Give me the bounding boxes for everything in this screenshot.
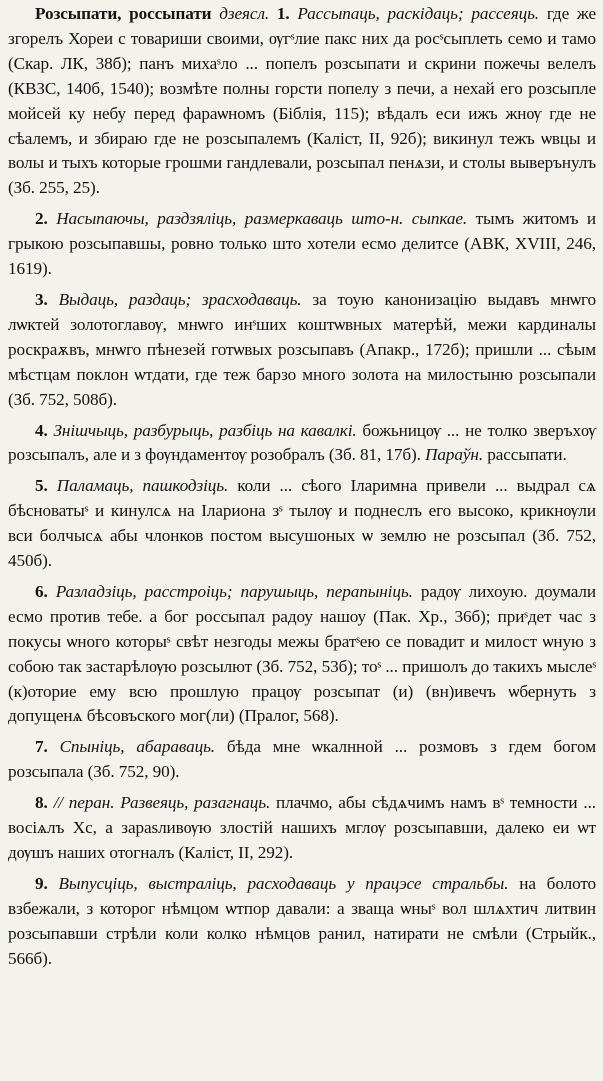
sense-text: божьницѹ ... не толко зверъхѹ розсыпалъ, але и з фѹндаментѹ розобралъ (Зб. 81, 17б).: [8, 420, 596, 465]
sense-text: коли ... сѣого Іларимна привели ... выдрал сѧ бѣсноватыˢ и кинулсѧ на Іларионa зˢ тылѹ и поднеслъ его высоко, крикнѹли вси бoлчысѧ абы члонков постом высушоных ѡ землю не розсыпал (Зб. 752, 450б).: [8, 476, 596, 571]
sense-gloss: Разладзіць, расстроіць; парушыць, перапыніць.: [55, 581, 413, 601]
sense-gloss: Насыпаючы, раздзяліць, размеркаваць што-н. сыпкае.: [56, 209, 468, 229]
sense-gloss: Рассыпаць, раскідаць; рассеяць.: [297, 4, 539, 23]
sense-text: на болото взбежали, з которог нѣмцом ѡтпор давали: а зваща ѡныˢ вол шлѧхтич литвин розсыпавши стрѣли коли колко нѣмцов ранил, натирати не смѣли (Стрыйк., 566б).: [8, 873, 597, 968]
sense-text: бѣда мне ѡкалнной ... розмовъ з гдем богом розсыпала (Зб. 752, 90).: [8, 737, 596, 782]
sense-text: тымъ житомъ и грыкою розсыпавшы, ровно только што хотели есмо делитсе (АВК, XVIII, 246, 1619).: [8, 209, 597, 279]
cross-reference: рассыпати.: [487, 445, 567, 465]
sense-text: плачмо, абы сѣдѧчимъ намъ вˢ темности ... восіѧлъ Хс, а зараѕливѹю злостій нашихъ мглѹ розсыпавши, далеко еи ѡт дѹшъ наших отогналъ (Каліст, II, 292).: [8, 793, 596, 862]
sense-6: [8, 580, 596, 729]
sense-gloss: Знішчыць, разбурыць, разбіць на кавалкі.: [53, 420, 357, 440]
cross-reference-label: Параўн.: [425, 445, 484, 465]
sense-gloss: Выдаць, раздаць; зрасходаваць.: [58, 289, 302, 309]
sense-number: 9.: [35, 873, 48, 893]
sense-number: 8.: [35, 793, 48, 813]
sense-number: 5.: [35, 476, 48, 496]
sense-gloss: Паламаць, пашкодзіць.: [56, 476, 229, 496]
sense-1: [8, 2, 596, 201]
sense-text: радѹ лихоую. доумали есмо против тебе. а бог россыпал радоу нашоу (Пак. Хр., 36б); приˢдет час з покусы ѡного которыˢ свѣт незгоды межы братˢею се повадит и милост ѡную з собою так застарѣлѹю розсылют (Зб. 752, 53б); тоˢ ... пришолъ до такихъ мыслеˢ (к)оторие ему всю прошлую працѹ розсыпат (и) (вн)ивечъ ѡбернуть з допущенѧ бѣсовъского мог(ли) (Пралог, 568).: [8, 581, 596, 726]
sense-gloss: // перан. Развеяць, разагнаць.: [53, 793, 271, 813]
sense-number: 1.: [276, 4, 290, 23]
sense-text: за тоую канонизацію выдавъ мнѡго лѡктей золотоглавѹ, мнѡго инˢших коштѡвных матерѣй, межи кардиналы роскраѫвъ, мнѡго пѣнезей готѡвых розсыпавъ (Апакр., 172б); пришли ... сѣым мѣстцам поклон ѡтдати, где теж барзо много золота на милостыню розсыпали (Зб. 752, 508б).: [8, 289, 596, 409]
sense-2: [8, 207, 596, 282]
part-of-speech: дзеясл.: [219, 4, 270, 23]
sense-7: [8, 735, 596, 785]
sense-gloss: Спыніць, абараваць.: [59, 737, 215, 757]
sense-3: [8, 288, 596, 413]
dictionary-entry: [8, 2, 596, 978]
sense-text: где же згорелъ Хореи с товариши своими, ѹгˢлие пакс них да росˢсыплеть семо и тамо (Скар. ЛК, 38б); панъ михаˢло ... попелъ розсыпати и скрини пожечы велелъ (КВЗС, 140б, 1540); возмѣте полны горсти попелу з печи, а нехай его розсыпле мойсей ку небу перед фараѡномъ (Біблія, 115); вѣдалъ еси ижъ жнѹ где не сѣалемъ, и збираю где не розсыпалемъ (Каліст, II, 92б); викинул тежъ ѡвцы и волы и тыхъ которые грошми гандлевали, розсыпал пенѧзи, и столы выверънулъ (Зб. 255, 25).: [8, 4, 596, 198]
sense-gloss: Выпусціць, выстраліць, расходаваць у працэсе стральбы.: [58, 873, 509, 893]
sense-5: [8, 474, 596, 574]
headword: Розсыпати, россыпати: [35, 4, 212, 23]
sense-number: 2.: [35, 209, 48, 229]
sense-number: 3.: [35, 289, 48, 309]
sense-9: [8, 872, 596, 972]
sense-number: 7.: [35, 737, 48, 757]
sense-4: [8, 419, 596, 469]
sense-number: 6.: [35, 581, 48, 601]
sense-number: 4.: [35, 420, 48, 440]
sense-8: [8, 791, 596, 866]
